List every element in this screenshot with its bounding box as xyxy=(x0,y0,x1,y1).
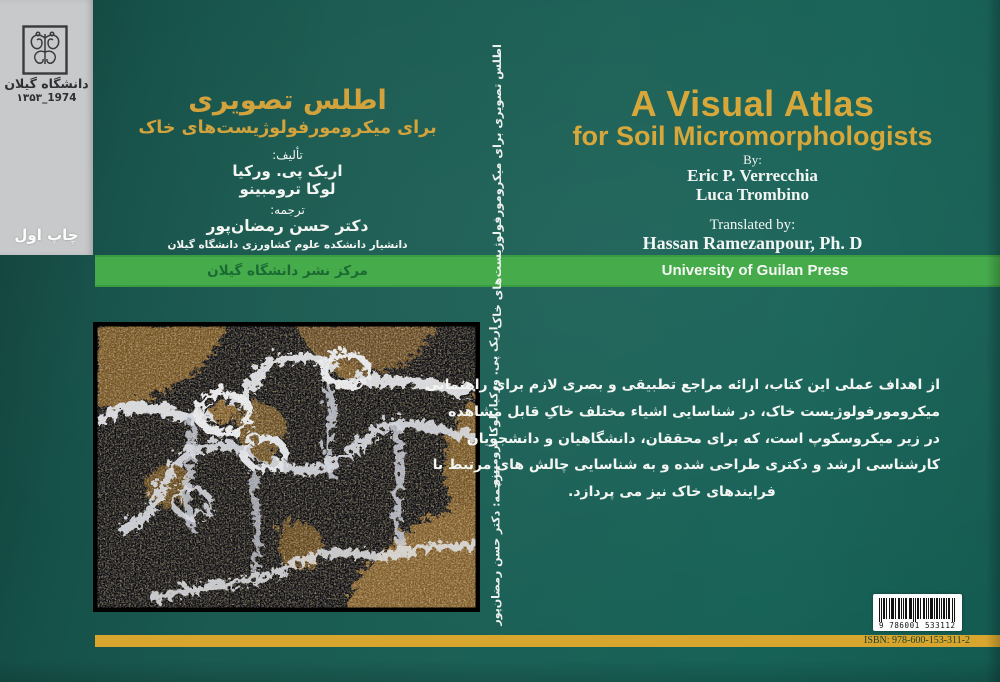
back-translated-by-label: ترجمه: xyxy=(270,203,305,217)
publisher-bar-front-label: University of Guilan Press xyxy=(661,262,849,279)
back-translator-affiliation: دانشیار دانشکده علوم کشاورزی دانشگاه گیلان xyxy=(167,239,408,251)
description-line: کارشناسی ارشد و دکتری طراحی شده و به شناسایی چالش های مرتبط با xyxy=(432,457,940,474)
front-by-label: By: xyxy=(743,152,762,167)
cover-flap xyxy=(0,0,93,255)
front-author-1: Eric P. Verrecchia xyxy=(687,166,818,185)
back-written-by-label: تألیف: xyxy=(272,148,303,162)
spine-authors: اریک پی. ورکیا، لوکا ترومبینو xyxy=(487,326,501,486)
spine-title: اطلس تصویری برای میکرومورفولوژیست‌های خاک xyxy=(490,44,504,329)
front-author-2: Luca Trombino xyxy=(696,185,809,204)
flap-university-name: دانشگاه گیلان xyxy=(4,76,89,91)
isbn-text: ISBN: 978-600-153-311-2 xyxy=(863,635,970,646)
cover-edge-shade-bottom xyxy=(0,660,1000,682)
barcode-number: 9 786001 533112 xyxy=(879,621,955,630)
publisher-bar xyxy=(95,255,1000,287)
back-author-2: لوکا ترومبینو xyxy=(239,180,336,198)
back-subtitle: برای میکرومورفولوژیست‌های خاک xyxy=(138,118,437,138)
description-line: فرایندهای خاک نیز می پردازد. xyxy=(568,484,776,501)
front-subtitle: for Soil Micromorphologists xyxy=(572,121,933,151)
back-title: اطلس تصویری xyxy=(188,85,387,116)
front-translated-by-label: Translated by: xyxy=(709,217,796,233)
publisher-bar-back-label: مرکز نشر دانشگاه گیلان xyxy=(207,263,368,279)
flap-edition-label: چاپ اول xyxy=(14,226,79,244)
back-translator: دکتر حسن رمضان‌پور xyxy=(206,217,369,235)
front-translator: Hassan Ramezanpour, Ph. D xyxy=(642,233,863,253)
isbn-strip xyxy=(95,635,1000,647)
description-line: میکرومورفولوژیست خاک، در شناسایی اشیاء مختلف خاکِ قابل مشاهده xyxy=(448,403,940,420)
cover-edge-shade-right xyxy=(986,0,1000,682)
front-title: A Visual Atlas xyxy=(630,83,875,124)
description-line: از اهداف عملی این کتاب، ارائه مراجع تطبیقی و بصری لازم برای راهنمایی xyxy=(425,377,940,393)
flap-year: ۱۳۵۳_1974 xyxy=(16,92,77,104)
spine-translator: ترجمه: دکتر حسن رمضان‌پور xyxy=(489,469,503,626)
back-author-1: اریک پی. ورکیا xyxy=(232,162,343,180)
micrograph-image xyxy=(93,322,480,612)
university-logo-icon xyxy=(22,25,68,75)
description-line: در زیر میکروسکوپ است، که برای محققان، دانشگاهیان و دانشجویان xyxy=(466,430,940,447)
barcode xyxy=(873,594,962,631)
